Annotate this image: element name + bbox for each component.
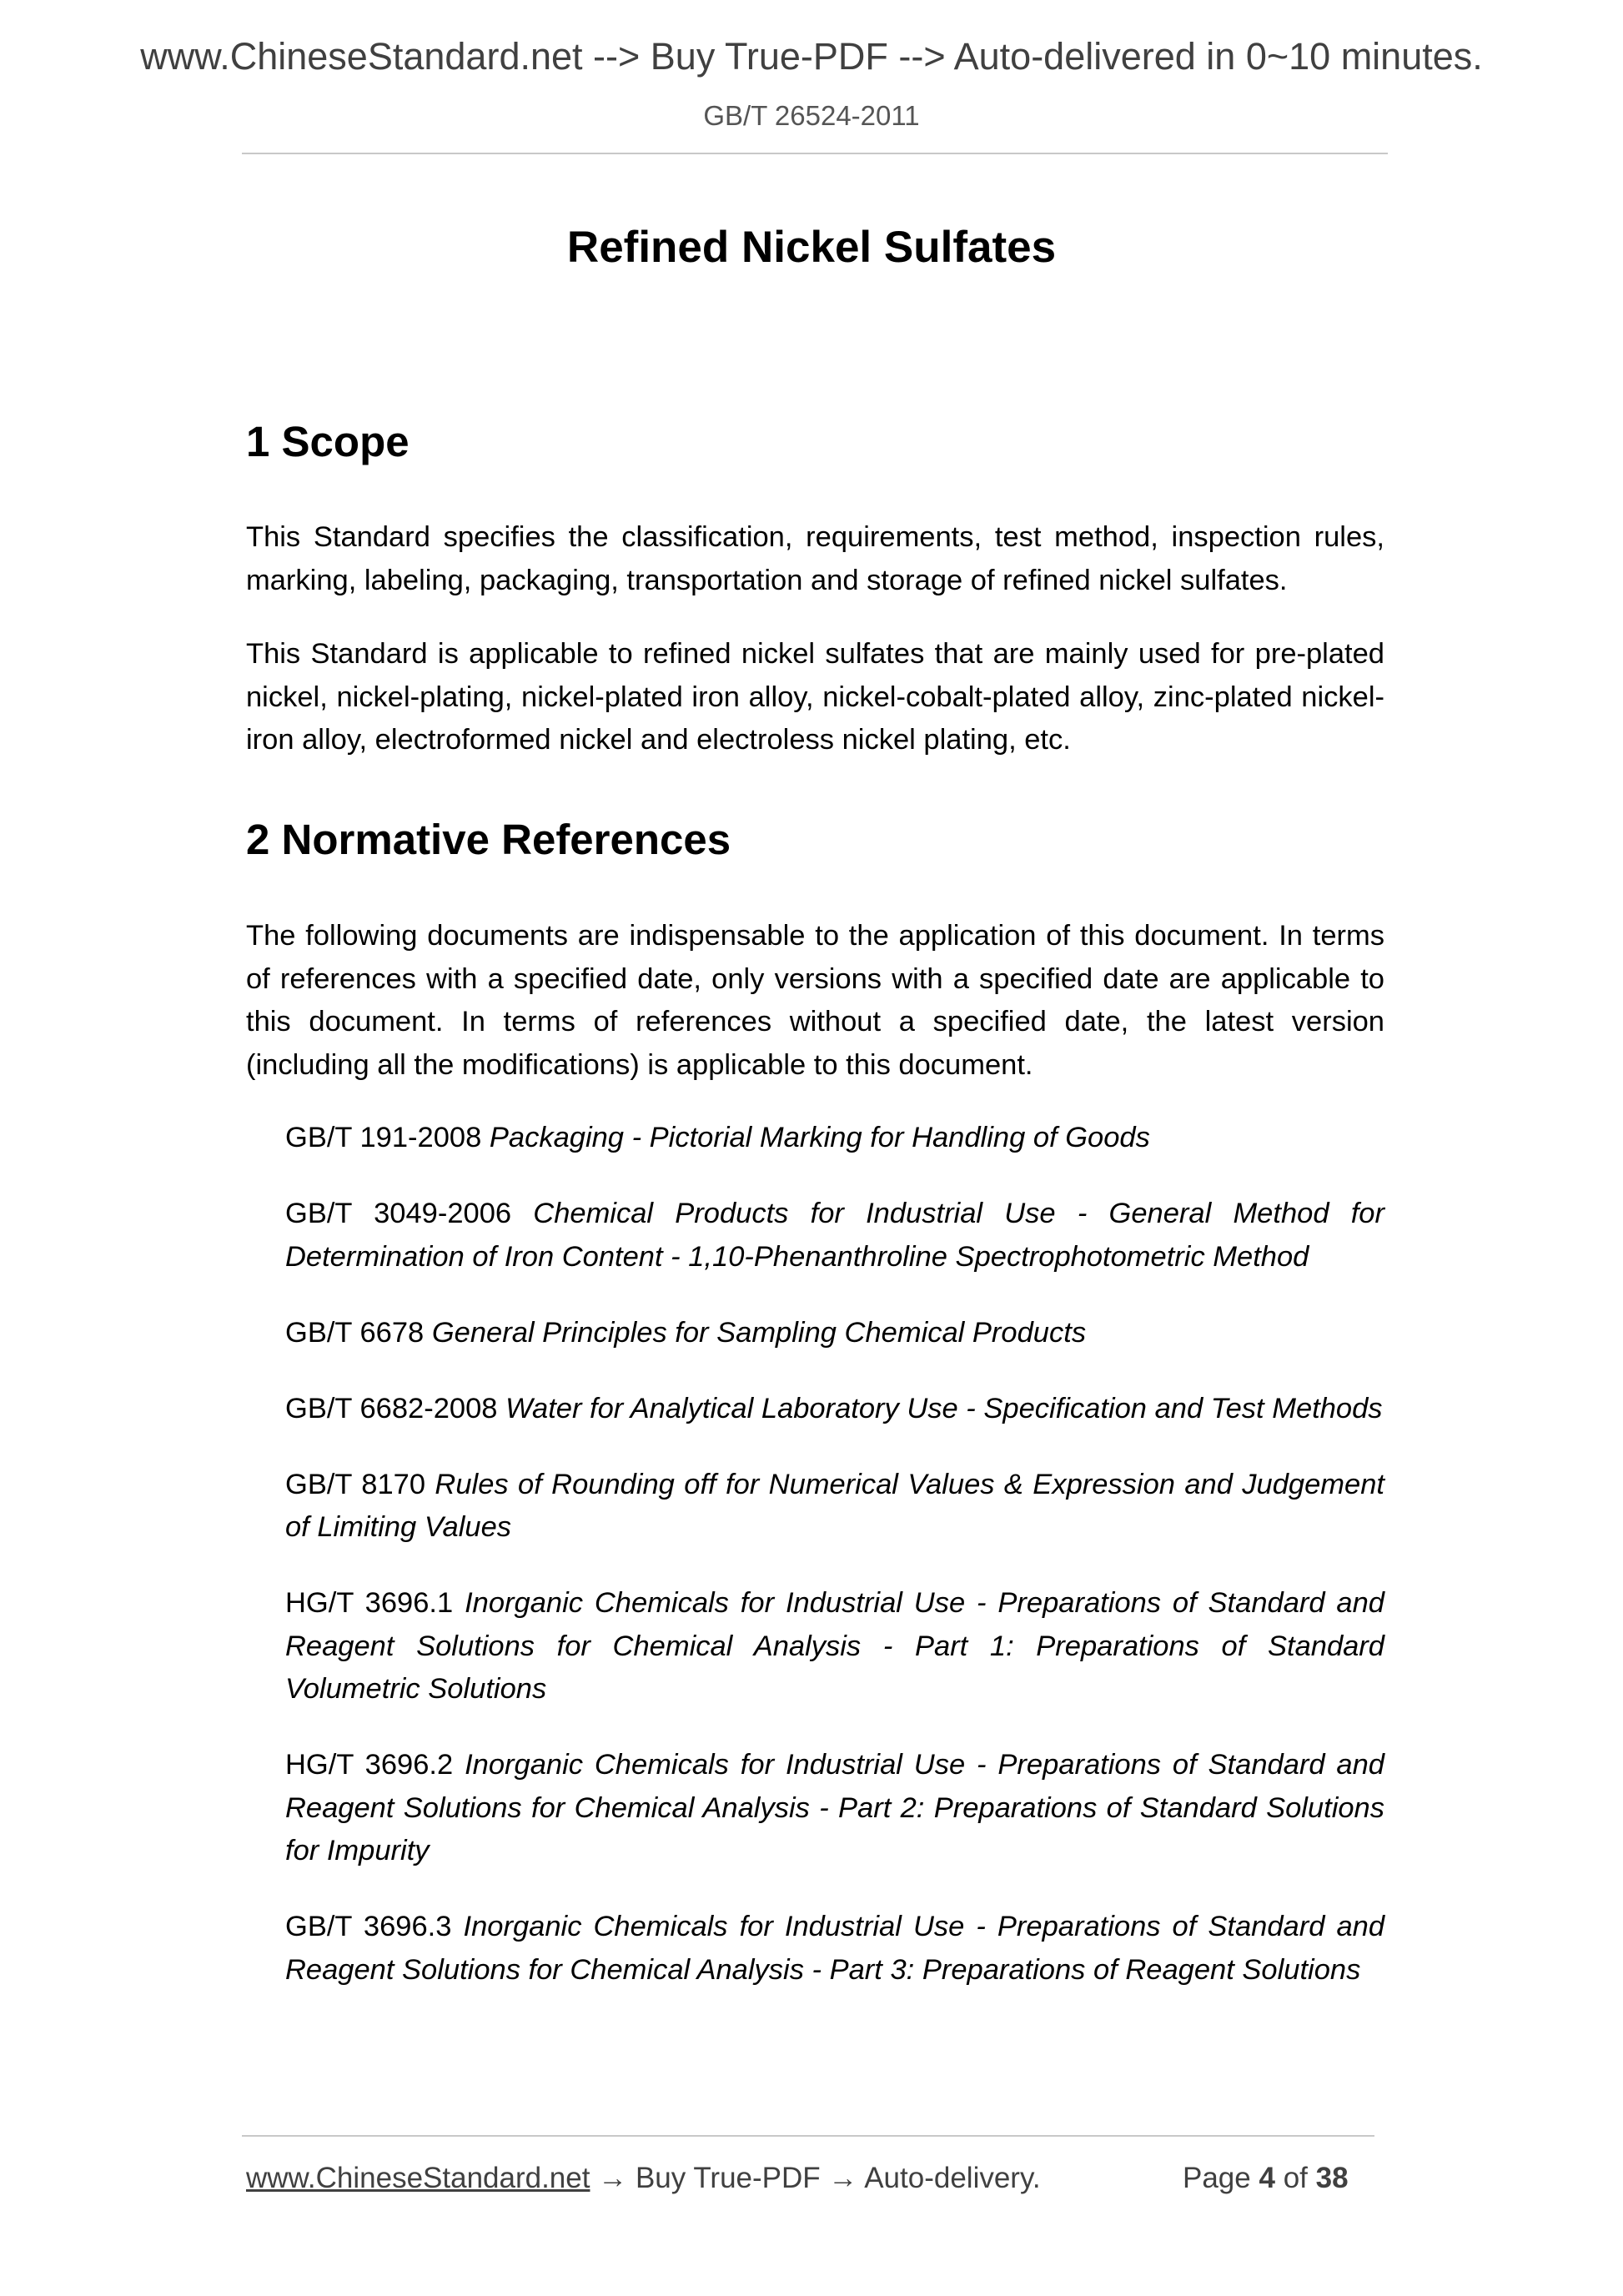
reference-title: Rules of Rounding off for Numerical Values & Expression and Judgement of Limiting Values — [285, 1468, 1385, 1543]
reference-item — [285, 1464, 1384, 1550]
reference-item — [285, 1582, 1384, 1711]
page-title: Refined Nickel Sulfates — [566, 223, 1057, 272]
reference-code: GB/T 6682-2008 — [285, 1392, 498, 1424]
scope-paragraph-2: This Standard is applicable to refined nickel sulfates that are mainly used for pre-plated nickel, nickel-plating, nickel-plated iron alloy, nickel-cobalt-plated alloy, zinc-plated nickel-iron alloy, electroformed nickel and electroless nickel plating, etc. — [246, 638, 1384, 756]
reference-title: Chemical Products for Industrial Use - General Method for Determination of Iron Content - 1,10-Phenanthroline Spectrophotometric Method — [285, 1198, 1384, 1273]
references-intro-paragraph: The following documents are indispensable to the application of this document. In terms of references with a specified date, only versions with a specified date are applicable to this document. In terms of references without a specified date, the latest version (including all the modifications) is applicable to this document. — [246, 920, 1384, 1081]
reference-item — [285, 1906, 1384, 1992]
page-of-label: of — [1283, 2162, 1308, 2194]
reference-title: Water for Analytical Laboratory Use - Specification and Test Methods — [505, 1392, 1383, 1424]
footer-buy-text: Buy True-PDF — [635, 2162, 821, 2194]
reference-item — [285, 1312, 1384, 1355]
reference-item — [285, 1744, 1384, 1873]
page-current: 4 — [1259, 2162, 1275, 2194]
footer-site-link[interactable]: www.ChineseStandard.net — [246, 2162, 590, 2194]
reference-code: GB/T 8170 — [285, 1468, 426, 1500]
reference-item — [285, 1193, 1384, 1279]
reference-item — [285, 1388, 1384, 1431]
header-banner: www.ChineseStandard.net --> Buy True-PDF --> Auto-delivered in 0~10 minutes. — [140, 35, 1483, 78]
footer-promo — [246, 2162, 1041, 2195]
reference-title: General Principles for Sampling Chemical Products — [431, 1316, 1087, 1349]
footer-divider — [242, 2135, 1374, 2137]
section-heading-scope: 1 Scope — [246, 418, 410, 465]
reference-title: Inorganic Chemicals for Industrial Use - Preparations of Standard and Reagent Solutions for Chemical Analysis - Part 2: Preparations of Standard Solutions for Impurity — [285, 1749, 1384, 1866]
reference-code: GB/T 191-2008 — [285, 1122, 482, 1153]
reference-list — [285, 1117, 1384, 2025]
section-heading-normative-references: 2 Normative References — [246, 816, 731, 863]
reference-item — [285, 1117, 1384, 1160]
reference-title: Inorganic Chemicals for Industrial Use - Preparations of Standard and Reagent Solutions for Chemical Analysis - Part 3: Preparations of Reagent Solutions — [285, 1911, 1385, 1986]
reference-code: GB/T 3049-2006 — [285, 1198, 512, 1229]
arrow-right-icon: → — [598, 2162, 628, 2194]
document-code: GB/T 26524-2011 — [703, 100, 920, 131]
reference-title: Packaging - Pictorial Marking for Handling of Goods — [489, 1122, 1150, 1153]
page-total: 38 — [1315, 2162, 1349, 2194]
reference-code: HG/T 3696.1 — [285, 1587, 454, 1619]
header-divider — [242, 153, 1388, 154]
reference-code: HG/T 3696.2 — [285, 1749, 454, 1781]
footer-delivery-text: Auto-delivery. — [864, 2162, 1041, 2194]
arrow-right-icon: → — [828, 2162, 858, 2194]
reference-code: GB/T 3696.3 — [285, 1911, 452, 1942]
reference-code: GB/T 6678 — [285, 1316, 425, 1349]
reference-title: Inorganic Chemicals for Industrial Use - Preparations of Standard and Reagent Solutions for Chemical Analysis - Part 1: Preparations of Standard Volumetric Solutions — [285, 1587, 1384, 1705]
page-indicator — [1183, 2162, 1349, 2195]
page-label: Page — [1183, 2162, 1251, 2194]
scope-paragraph-1: This Standard specifies the classification, requirements, test method, inspection rules, marking, labeling, packaging, transportation and storage of refined nickel sulfates. — [246, 521, 1384, 596]
